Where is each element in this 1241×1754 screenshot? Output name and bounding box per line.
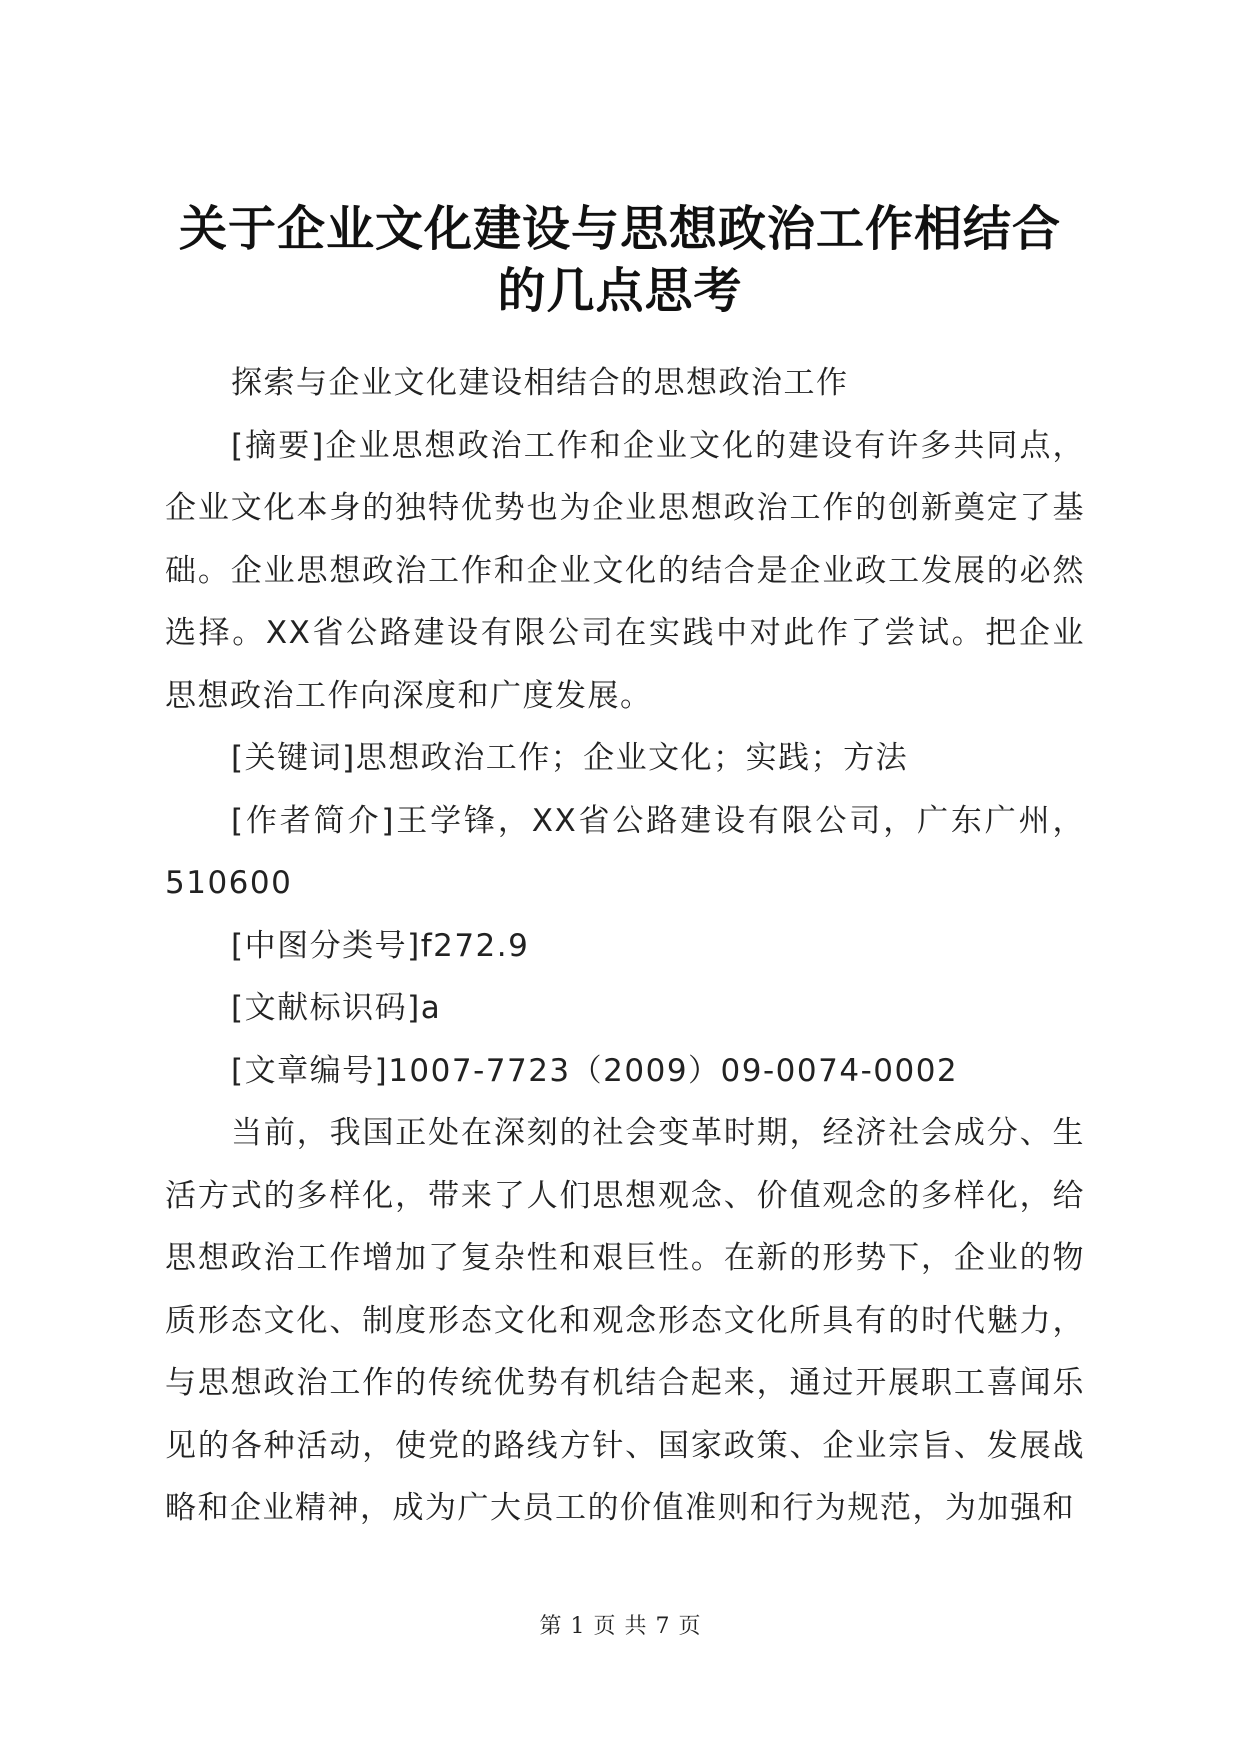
subtitle-paragraph: 探索与企业文化建设相结合的思想政治工作 [231, 365, 849, 401]
classification-paragraph: [中图分类号]f272.9 [231, 927, 530, 964]
page-footer: 第 1 页 共 7 页 [539, 1614, 702, 1639]
document-code-paragraph: [文献标识码]a [231, 990, 442, 1026]
body-paragraph: 当前，我国正处在深刻的社会变革时期，经济社会成分、生活方式的多样化，带来了人们思想观念、价值观念的多样化，给思想政治工作增加了复杂性和艰巨性。在新的形势下，企业的物质形态文化、制度形态文化和观念形态文化所具有的时代魅力，与思想政治工作的传统优势有机结合起来，通过开展职工喜闻乐见的各种活动，使党的路线方针、国家政策、企业宗旨、发展战略和企业精神，成为广大员工的价值准则和行为规范，为加强和 [165, 1115, 1085, 1526]
document-title: 关于企业文化建设与思想政治工作相结合的几点思考 [178, 201, 1061, 319]
article-number-paragraph: [文章编号]1007-7723（2009）09-0074-0002 [231, 1052, 959, 1089]
document-body [165, 352, 1085, 1540]
author-paragraph: [作者简介]王学锋，XX省公路建设有限公司，广东广州，510600 [165, 802, 1085, 901]
keywords-paragraph: [关键词]思想政治工作；企业文化；实践；方法 [231, 740, 909, 776]
abstract-paragraph: [摘要]企业思想政治工作和企业文化的建设有许多共同点，企业文化本身的独特优势也为企业思想政治工作的创新奠定了基础。企业思想政治工作和企业文化的结合是企业政工发展的必然选择。XX省公路建设有限公司在实践中对此作了尝试。把企业思想政治工作向深度和广度发展。 [165, 427, 1085, 714]
